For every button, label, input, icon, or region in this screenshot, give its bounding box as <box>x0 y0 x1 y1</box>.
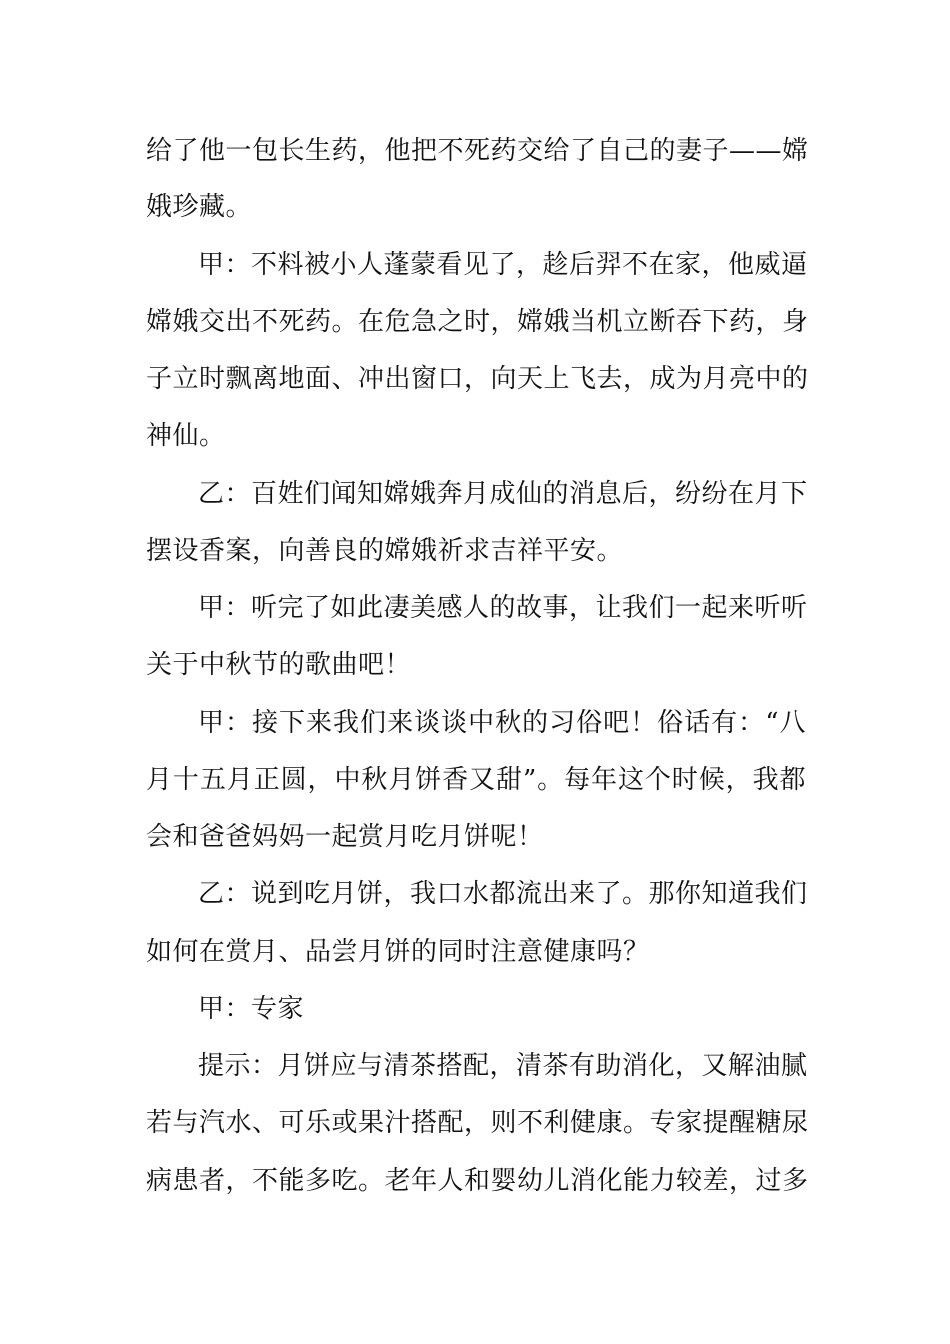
text-line: 乙：说到吃月饼，我口水都流出来了。那你知道我们 <box>198 879 808 909</box>
text-line: 乙：百姓们闻知嫦娥奔月成仙的消息后，纷纷在月下 <box>198 479 808 509</box>
text-line: 会和爸爸妈妈一起赏月吃月饼呢！ <box>146 822 544 852</box>
text-line: 给了他一包长生药，他把不死药交给了自己的妻子——嫦 <box>146 136 809 166</box>
text-line: 子立时飘离地面、冲出窗口，向天上飞去，成为月亮中的 <box>146 364 809 394</box>
text-line: 甲：听完了如此凄美感人的故事，让我们一起来听听 <box>198 593 808 623</box>
text-line: 提示：月饼应与清茶搭配，清茶有助消化，又解油腻 <box>198 1051 808 1081</box>
text-line: 关于中秋节的歌曲吧！ <box>146 650 412 680</box>
text-line: 月十五月正圆，中秋月饼香又甜”。每年这个时候，我都 <box>146 765 806 795</box>
text-line: 甲：不料被小人蓬蒙看见了，趁后羿不在家，他威逼 <box>198 250 808 280</box>
text-line: 娥珍藏。 <box>146 192 253 222</box>
text-line: 病患者，不能多吃。老年人和婴幼儿消化能力较差，过多 <box>146 1166 809 1196</box>
text-line: 甲：接下来我们来谈谈中秋的习俗吧！俗话有：“八 <box>198 708 806 738</box>
text-line: 如何在赏月、品尝月饼的同时注意健康吗？ <box>146 937 650 967</box>
text-line: 嫦娥交出不死药。在危急之时，嫦娥当机立断吞下药，身 <box>146 307 809 337</box>
text-line: 甲：专家 <box>198 994 305 1024</box>
text-line: 摆设香案，向善良的嫦娥祈求吉祥平安。 <box>146 536 624 566</box>
text-line: 神仙。 <box>146 421 226 451</box>
text-line: 若与汽水、可乐或果汁搭配，则不利健康。专家提醒糖尿 <box>146 1108 809 1138</box>
